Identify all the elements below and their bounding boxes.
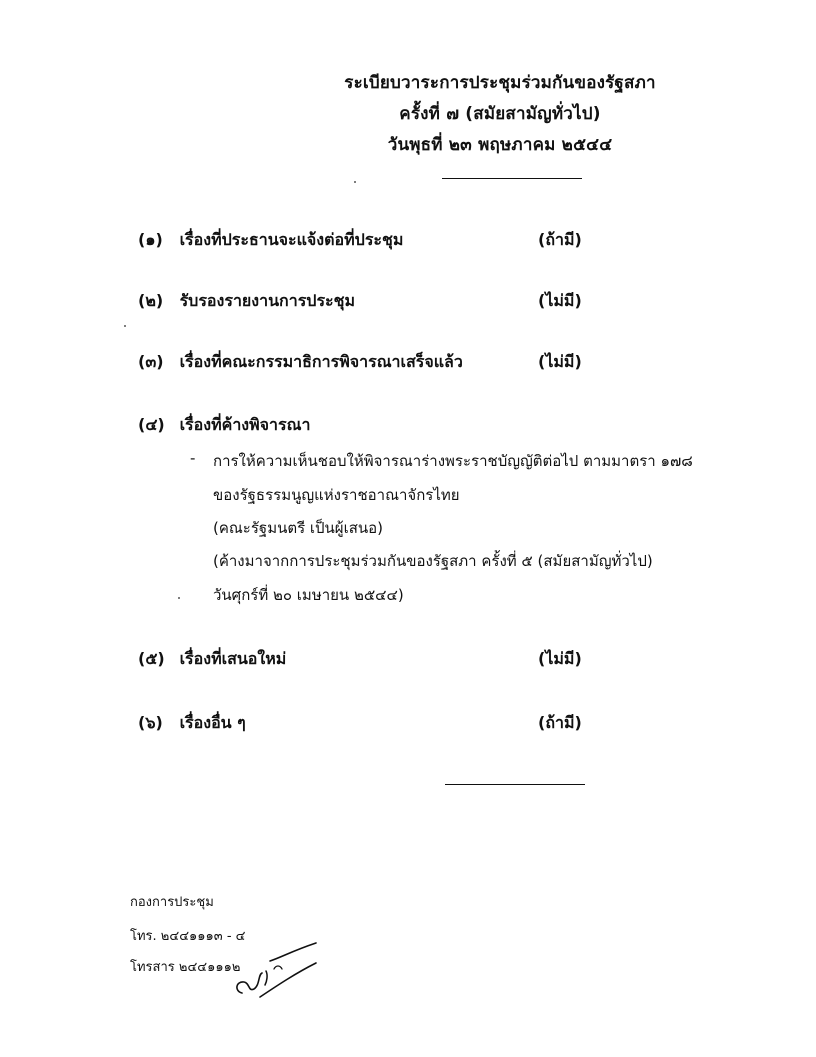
agenda-number: (๑): [138, 230, 163, 249]
agenda-item-5: [138, 647, 608, 672]
footer-divider: [445, 784, 585, 785]
agenda-status: (ถ้ามี): [538, 230, 582, 249]
fax-number: โทรสาร ๒๔๔๑๑๑๒: [130, 960, 241, 975]
handwritten-signature: [230, 935, 330, 1005]
pending-line-2: ของรัฐธรรมนูญแห่งราชอาณาจักรไทย: [213, 486, 460, 504]
agenda-title: เรื่องอื่น ๆ: [179, 713, 246, 732]
agenda-number: (๓): [138, 352, 164, 371]
agenda-number: (๔): [138, 415, 165, 434]
pending-line-5: วันศุกร์ที่ ๒๐ เมษายน ๒๕๔๔): [213, 586, 404, 604]
agenda-status: (ไม่มี): [538, 649, 582, 668]
list-dash: -: [190, 449, 196, 467]
date-line: วันพุธที่ ๒๓ พฤษภาคม ๒๕๔๔: [387, 135, 613, 155]
agenda-title: รับรองรายงานการประชุม: [179, 291, 356, 310]
agenda-title: เรื่องที่เสนอใหม่: [179, 649, 287, 668]
agenda-title: เรื่องที่ค้างพิจารณา: [179, 415, 311, 434]
agenda-status: (ถ้ามี): [538, 713, 582, 732]
scan-speck: [354, 181, 356, 183]
pending-line-1: การให้ความเห็นชอบให้พิจารณาร่างพระราชบัญญัติต่อไป ตามมาตรา ๑๗๘: [213, 452, 693, 470]
agenda-status: (ไม่มี): [538, 291, 582, 310]
phone-number: โทร. ๒๔๔๑๑๑๓ - ๔: [130, 929, 246, 944]
agenda-item-4: [138, 413, 608, 438]
agenda-item-2: [138, 289, 608, 314]
agenda-number: (๖): [138, 713, 163, 732]
agenda-title: เรื่องที่คณะกรรมาธิการพิจารณาเสร็จแล้ว: [179, 352, 463, 371]
department-name: กองการประชุม: [130, 895, 214, 910]
document-title: ระเบียบวาระการประชุมร่วมกันของรัฐสภา: [344, 73, 656, 93]
agenda-item-3: [138, 350, 608, 375]
agenda-title: เรื่องที่ประธานจะแจ้งต่อที่ประชุม: [179, 230, 404, 249]
scan-speck: [178, 597, 180, 599]
pending-line-4: (ค้างมาจากการประชุมร่วมกันของรัฐสภา ครั้งที่ ๕ (สมัยสามัญทั่วไป): [213, 552, 653, 570]
agenda-number: (๕): [138, 649, 165, 668]
agenda-number: (๒): [138, 291, 164, 310]
agenda-item-6: [138, 711, 608, 736]
header-divider: [442, 178, 582, 179]
session-line: ครั้งที่ ๗ (สมัยสามัญทั่วไป): [399, 104, 601, 124]
agenda-status: (ไม่มี): [538, 352, 582, 371]
scan-speck: [124, 325, 126, 327]
agenda-item-1: [138, 228, 608, 253]
pending-line-3: (คณะรัฐมนตรี เป็นผู้เสนอ): [213, 519, 383, 537]
